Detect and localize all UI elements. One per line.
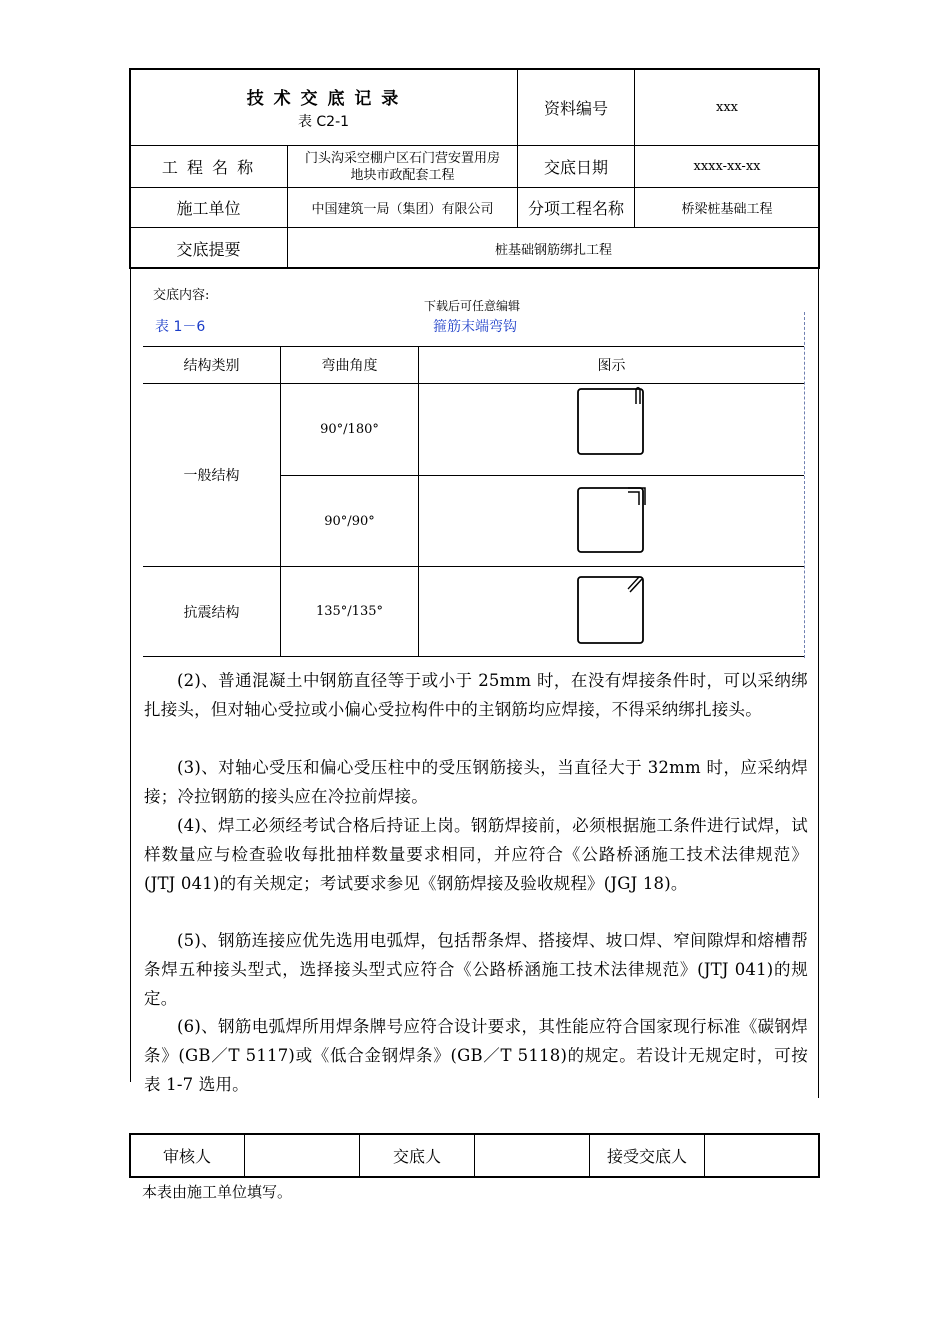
table-title: 箍筋末端弯钩	[433, 319, 517, 335]
project-name-value	[288, 146, 517, 187]
discloser-label: 交底人	[392, 1147, 441, 1166]
angle-135-135: 135°/135°	[315, 604, 383, 619]
paragraph-6: (6)、钢筋电弧焊所用焊条牌号应符合设计要求，其性能应符合国家现行标准《碳钢焊条》(GB／T 5117)或《低合金钢焊条》(GB／T 5118)的规定。若设计无规定时，可按表 1-7 选用。	[144, 1017, 808, 1094]
footer-note: 本表由施工单位填写。	[142, 1183, 293, 1201]
angle-90-90: 90°/90°	[324, 513, 375, 529]
date-label: 交底日期	[543, 158, 608, 177]
paragraph-2: (2)、普通混凝土中钢筋直径等于或小于 25mm 时，在没有焊接条件时，可以采纳绑扎接头，但对轴心受拉或小偏心受拉构件中的主钢筋均应焊接，不得采纳绑扎接头。	[144, 671, 808, 719]
project-name-line2: 地块市政配套工程	[350, 167, 455, 183]
form-number: 表 C2-1	[297, 113, 350, 130]
summary-label: 交底提要	[176, 239, 241, 259]
watermark-note: 下载后可任意编辑	[424, 299, 521, 313]
summary-value: 桩基础钢筋绑扎工程	[494, 242, 612, 258]
paragraph-4: (4)、焊工必须经考试合格后持证上岗。钢筋焊接前，必须根据施工条件进行试焊，试样数量应与检查验收每批抽样数量要求相同，并应符合《公路桥涵施工技术法律规范》(JTJ 041)的有关规定；考试要求参见《钢筋焊接及验收规程》(JGJ 18)。	[144, 816, 808, 893]
inner-col-divider	[418, 346, 419, 656]
title-block	[130, 69, 517, 145]
date-value: xxxx-xx-xx	[693, 159, 761, 174]
col-header-angle: 弯曲角度	[321, 358, 378, 374]
inner-table-bottom	[143, 656, 804, 657]
contractor-value: 中国建筑一局（集团）有限公司	[311, 202, 494, 217]
doc-no-label: 资料编号	[543, 98, 608, 118]
project-name-label: 工 程 名 称	[161, 158, 256, 177]
discloser-field[interactable]	[475, 1134, 589, 1177]
doc-no-value: xxx	[716, 99, 738, 115]
category-seismic: 抗震结构	[183, 604, 240, 621]
reviewer-field[interactable]	[245, 1134, 359, 1177]
table-number: 表 1－6	[155, 319, 206, 335]
content-right-border	[818, 268, 819, 1098]
paragraph-3: (3)、对轴心受压和偏心受压柱中的受压钢筋接头，当直径大于 32mm 时，应采纳焊接；冷拉钢筋的接头应在冷拉前焊接。	[144, 758, 808, 806]
intro-label: 交底内容:	[153, 288, 210, 303]
reviewer-label: 审核人	[162, 1147, 211, 1166]
col-header-category: 结构类别	[183, 358, 240, 374]
sub-project-value: 桥梁桩基础工程	[681, 202, 773, 217]
hook-90-180-icon	[570, 386, 654, 460]
receiver-field[interactable]	[705, 1134, 819, 1177]
paragraph-5: (5)、钢筋连接应优先选用电弧焊，包括帮条焊、搭接焊、坡口焊、窄间隙焊和熔槽帮条焊五种接头型式，选择接头型式应符合《公路桥涵施工技术法律规范》(JTJ 041)的规定。	[144, 931, 808, 1008]
content-left-border	[130, 268, 131, 1082]
category-general: 一般结构	[183, 468, 240, 484]
angle-90-180: 90°/180°	[320, 422, 379, 437]
receiver-label: 接受交底人	[606, 1147, 687, 1166]
project-name-line1: 门头沟采空棚户区石门营安置用房	[304, 150, 500, 166]
hook-90-90-icon	[570, 481, 654, 557]
page-title: 技 术 交 底 记 录	[246, 88, 401, 109]
contractor-label: 施工单位	[176, 199, 241, 218]
dashed-edge	[804, 312, 805, 658]
col-header-diagram: 图示	[597, 358, 626, 374]
sub-project-label: 分项工程名称	[527, 199, 624, 218]
hook-135-135-icon	[570, 572, 654, 648]
